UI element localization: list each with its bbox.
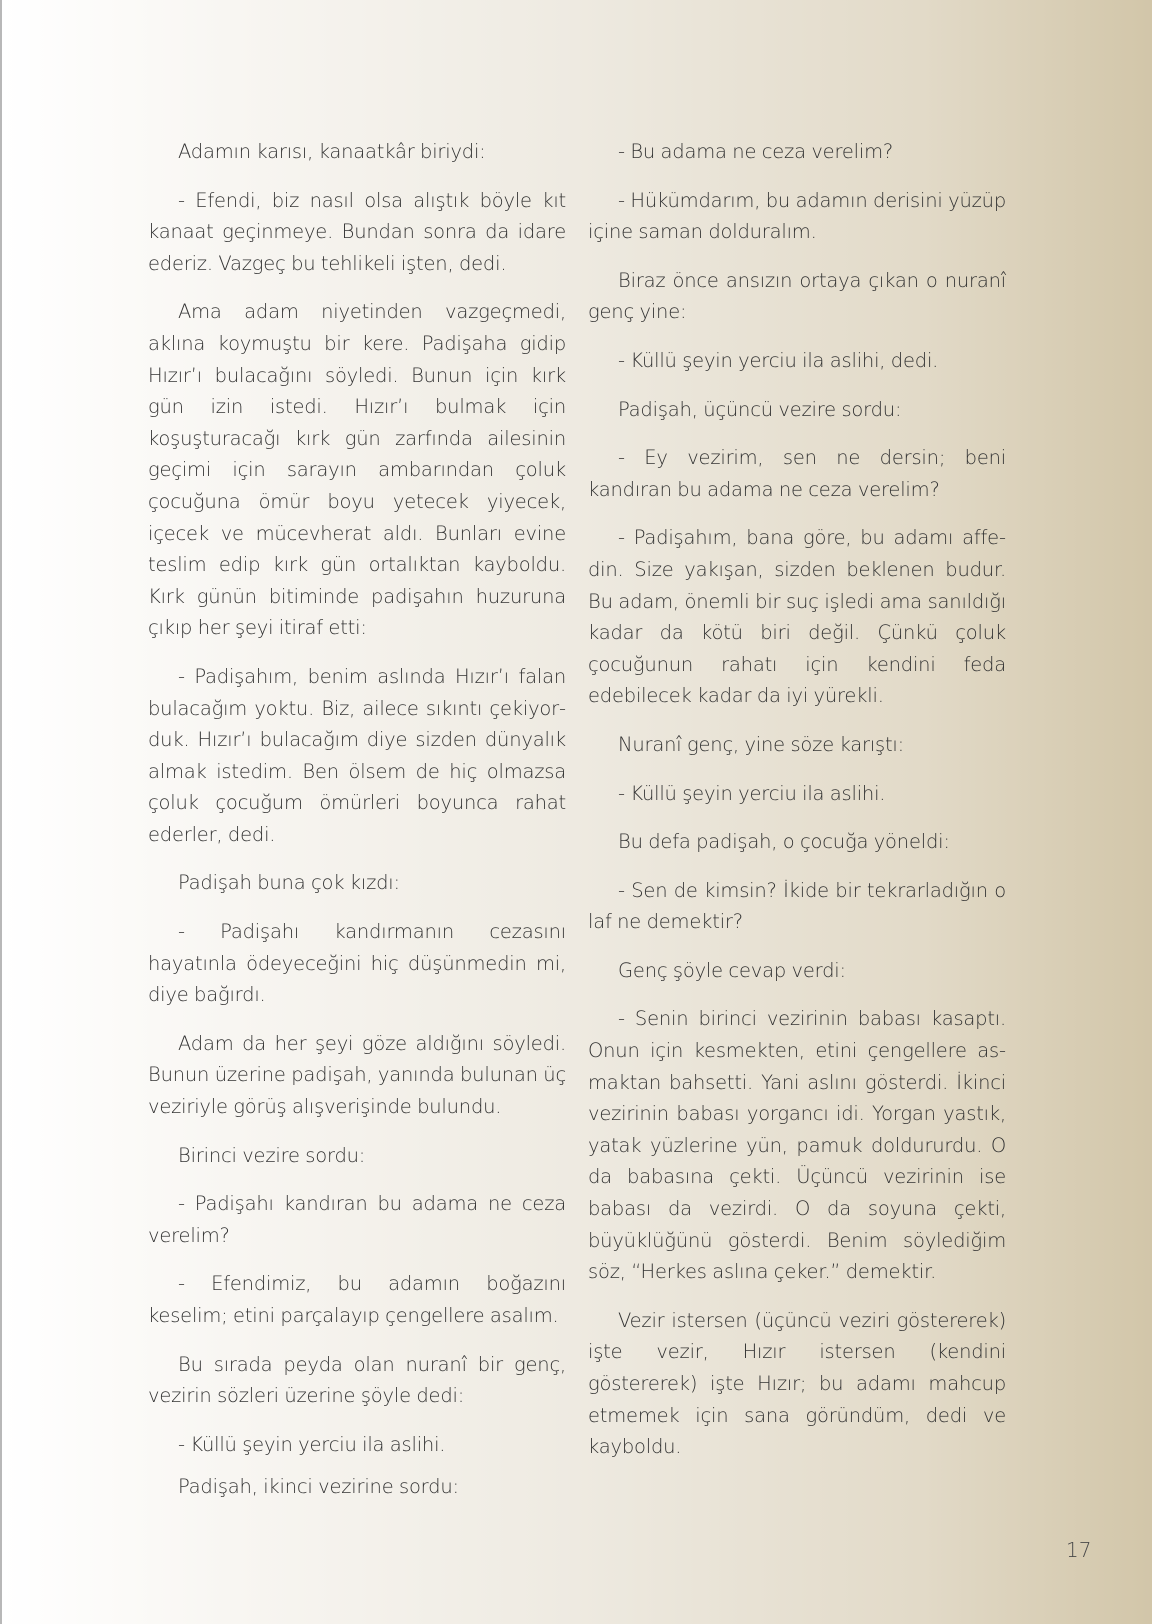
paragraph: Birinci vezire sordu: — [178, 1143, 366, 1167]
paragraph: - Padişahım, benim aslında Hızır’ı falan bulacağım yoktu. Biz, ailece sıkıntı çekiyorduk. Hızır’ı bulacağım diye sizden dünyalık almak istedim. Ben ölsem de hiç olmazsa çoluk çocuğum ömürleri boyunca rahat ederler, dedi. — [148, 664, 566, 846]
paragraph: - Padişahım, bana göre, bu adamı affedin. Size yakışan, sizden beklenen budur. Bu adam, önemli bir suç işledi ama sanıldığı kadar da kötü biri değil. Çünkü çoluk çocuğunun rahatı için kendini feda edebilecek kadar da iyi yürekli. — [588, 526, 1006, 708]
paragraph: Ama adam niyetinden vazgeçmedi, aklına koymuştu bir kere. Padişaha gidip Hızır’ı bulacağını söyledi. Bunun için kırk gün izin istedi. Hızır’ı bulmak için koşuşturacağı kırk gün zarfında ailesinin geçimi için sarayın ambarından çoluk çocuğuna ömür boyu yetecek yiyecek, içecek ve mücevherat aldı. Bunları evine teslim edip kırk gün ortalıktan kayboldu. Kırk günün bitiminde padişahın huzuruna çıkıp her şeyi itiraf etti: — [148, 300, 566, 640]
paragraph: Padişah buna çok kızdı: — [178, 871, 400, 895]
page-number: 17 — [1066, 1538, 1092, 1562]
paragraph: Padişah, üçüncü vezire sordu: — [618, 397, 902, 421]
paragraph: - Senin birinci vezirinin babası kasaptı. Onun için kesmekten, etini çengellere asmaktan bahsetti. Yani aslını gösterdi. İkinci vezirinin babası yorgancı idi. Yorgan yastık, yatak yüzlerine yün, pamuk doldururdu. O da babasına çekti. Üçüncü vezirinin ise babası da vezirdi. O da soyuna çekti, büyüklüğünü gösterdi. Benim söylediğim söz, “Herkes aslına çeker.” demektir. — [588, 1007, 1006, 1284]
paragraph: - Padişahı kandırmanın cezasını hayatınla ödeyeceğini hiç düşünmedin mi, diye bağırdı. — [148, 920, 566, 1007]
paragraph: Padişah, ikinci vezirine sordu: — [178, 1475, 459, 1499]
paragraph: Nuranî genç, yine söze karıştı: — [618, 732, 905, 756]
left-text-column — [148, 136, 566, 1520]
paragraph: Bu sırada peyda olan nuranî bir genç, vezirin sözleri üzerine şöyle dedi: — [148, 1352, 566, 1408]
paragraph: - Ey vezirim, sen ne dersin; beni kandıran bu adama ne ceza verelim? — [588, 446, 1006, 501]
paragraph: - Bu adama ne ceza verelim? — [618, 140, 894, 163]
paragraph: Adamın karısı, kanaatkâr biriydi: — [178, 140, 486, 163]
paragraph: - Efendi, biz nasıl olsa alıştık böyle kıt kanaat geçinmeye. Bundan sonra da idare ederiz. Vazgeç bu tehlikeli işten, dedi. — [148, 188, 566, 275]
page-left-edge — [0, 0, 2, 1624]
paragraph: - Küllü şeyin yerciu ila aslihi, dedi. — [618, 348, 939, 372]
paragraph: Genç şöyle cevap verdi: — [618, 958, 846, 982]
paragraph: - Hükümdarım, bu adamın derisini yüzüp içine saman dolduralım. — [588, 188, 1006, 244]
paragraph: Vezir istersen (üçüncü veziri göstererek) işte vezir, Hızır istersen (kendini göstererek) işte Hızır; bu adamı mahcup etmemek için sana göründüm, dedi ve kayboldu. — [588, 1308, 1006, 1459]
paragraph: Biraz önce ansızın ortaya çıkan o nuranî genç yine: — [588, 268, 1006, 324]
paragraph: - Küllü şeyin yerciu ila aslihi. — [618, 781, 886, 805]
paragraph: - Küllü şeyin yerciu ila aslihi. — [178, 1432, 446, 1456]
paragraph: - Padişahı kandıran bu adama ne ceza verelim? — [148, 1192, 566, 1247]
paragraph: Adam da her şeyi göze aldığını söyledi. Bunun üzerine padişah, yanında bulunan üç veziriyle görüş alışverişinde bulundu. — [148, 1031, 566, 1119]
right-text-column — [588, 136, 1006, 1480]
paragraph: Bu defa padişah, o çocuğa yöneldi: — [618, 830, 950, 854]
paragraph: - Efendimiz, bu adamın boğazını keselim; etini parçalayıp çengellere asalım. — [148, 1272, 566, 1327]
paragraph: - Sen de kimsin? İkide bir tekrarladığın o laf ne demektir? — [588, 878, 1006, 934]
